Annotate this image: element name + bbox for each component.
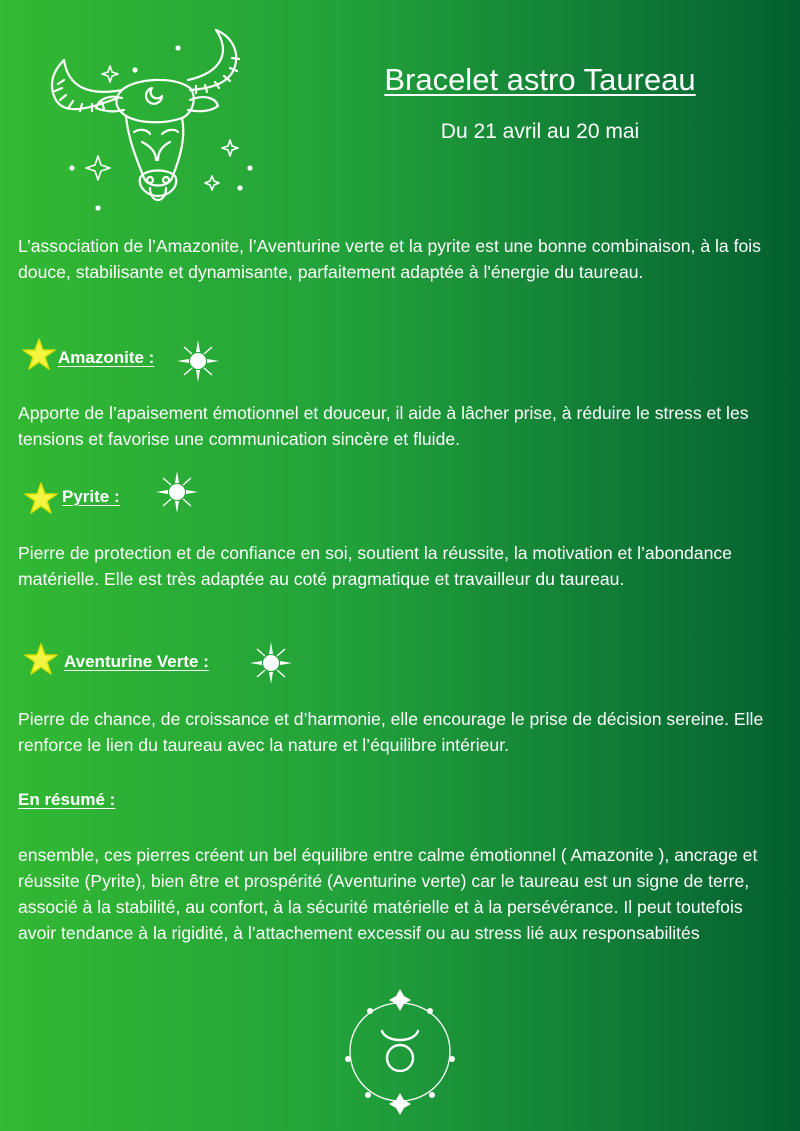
intro-paragraph: L’association de l’Amazonite, l’Aventurine verte et la pyrite est une bonne combinaison, à la fois douce, stabilisante et dynamisante, parfaitement adaptée à l'énergie du taureau. [18,236,761,282]
date-range: Du 21 avril au 20 mai [440,120,640,143]
stone-heading-amazonite: Amazonite : [58,348,155,367]
amazonite-description: Apporte de l’apaisement émotionnel et douceur, il aide à lâcher prise, à réduire le stress et les tensions et favorise une communication sincère et fluide. [18,403,749,449]
sun-icon [248,640,294,686]
sun-icon [154,469,200,515]
taurus-symbol-icon [340,985,460,1117]
star-outline-icon [24,642,60,676]
star-outline-icon [22,337,58,371]
stone-heading-aventurine: Aventurine Verte : [64,652,209,671]
pyrite-description: Pierre de protection et de confiance en soi, soutient la réussite, la motivation et l’abondance matérielle. Elle est très adaptée au coté pragmatique et travailleur du taureau. [18,543,732,589]
aventurine-description: Pierre de chance, de croissance et d’harmonie, elle encourage le prise de décision sereine. Elle renforce le lien du taureau avec la nature et l’équilibre intérieur. [18,709,764,755]
star-outline-icon [24,481,60,515]
summary-paragraph: ensemble, ces pierres créent un bel équilibre entre calme émotionnel ( Amazonite ), ancrage et réussite (Pyrite), bien être et prospérité (Aventurine verte) car le taureau est un signe de terre, associé à la stabilité, au confort, à la sécurité matérielle et à la persévérance. Il peut toutefois avoir tendance à la rigidité, à l’attachement excessif ou au stress lié aux responsabilités [18,845,758,943]
stone-heading-pyrite: Pyrite : [62,487,120,506]
sun-icon [175,338,221,384]
bull-head-icon [40,28,270,218]
summary-heading: En résumé : [18,790,116,809]
page-title: Bracelet astro Taureau [384,62,696,97]
